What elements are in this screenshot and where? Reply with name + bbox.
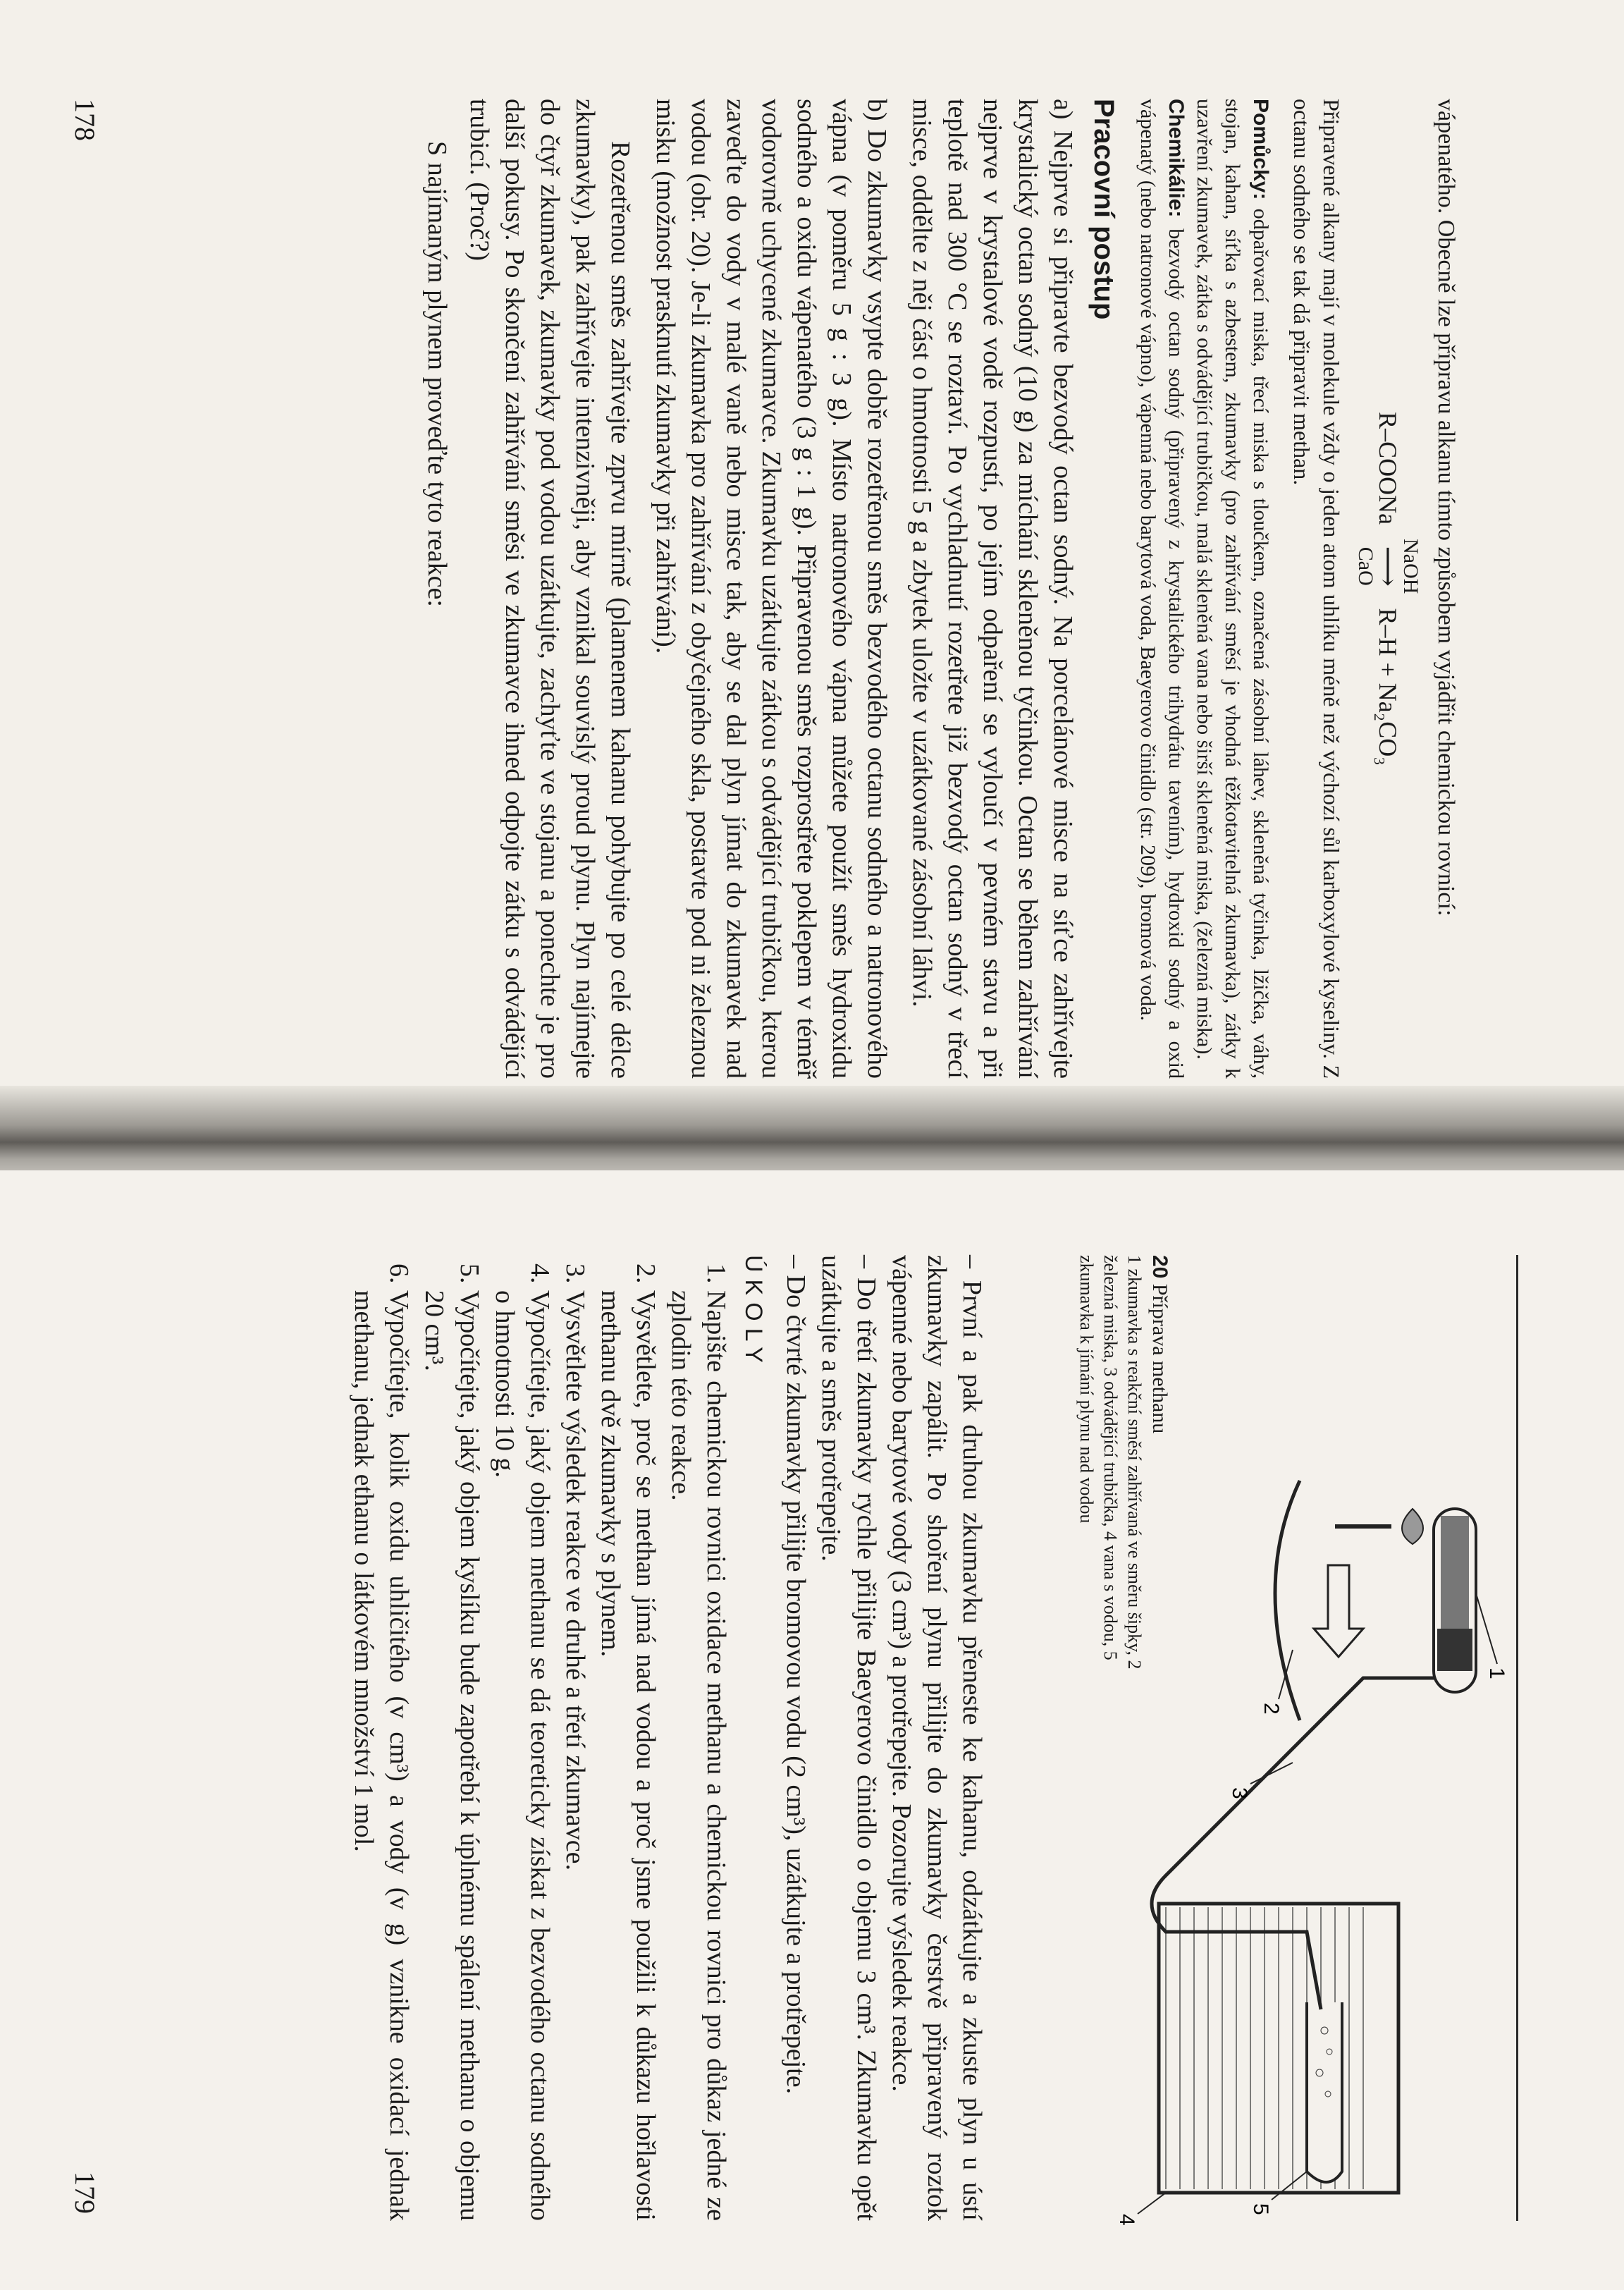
figure-label-2: 2 [1260,1703,1283,1715]
paragraph-c: Rozetřenou směs zahřívejte zprvu mírně (plamenem kahanu pohybujte po celé délce zkumavky), pak zahřívejte intenzivněji, aby vznikal souvislý proud plynu. Plyn najímejte do čtyř zkumavek, zkumavky pod vodou uzátkujte, zachyťte ve stojanu a ponechte je pro další pokusy. Po skončení zahřívání směsi ve zkumavce ihned odpojte zátku s odvádějící trubicí. (Proč?) [465,99,635,1079]
delivery-tube [1152,1678,1455,2009]
figure-label-3: 3 [1228,1787,1251,1799]
right-page-body [346,1255,990,2221]
step-2: – Do třetí zkumavky rychle přilijte Baeyerovo činidlo o objemu 3 cm³. Zkumavku opět uzátkujte a směs protřepejte. [816,1255,881,2221]
figure-title-line [1146,1255,1173,1692]
left-page [0,0,1624,1114]
section-heading: Pracovní postup [1088,99,1119,320]
figure-label-1: 1 [1485,1667,1508,1679]
chemikalie-label: Chemikálie: [1164,99,1188,218]
step-3: – Do čtvrté zkumavky přilijte bromovou vodu (2 cm³), uzátkujte a protřepejte. [781,1255,811,2095]
equation-reactant: R–COONa [1374,412,1402,525]
equation-products: R–H + Na₂CO₃ [1374,608,1402,766]
right-page [0,1170,1624,2290]
chemikalie-paragraph [1133,99,1190,1079]
figure-number: 20 [1148,1255,1171,1279]
arrow-icon: ⟶ [1372,546,1404,587]
tasks-list [346,1255,734,2221]
chemikalie-text: bezvodý octan sodný (připravený z krystalického trihydrátu tavením), hydroxid sodný a oxid vápenatý (nebo natronové vápno), vápenná nebo barytová voda, Baeyerovo činidlo (str. 209), bromová voda. [1136,99,1188,1079]
top-rule [1516,1255,1518,2221]
direction-arrow-icon [1314,1565,1363,1657]
figure-caption [1074,1255,1173,1692]
left-page-content [419,99,1462,1079]
intro-text: vápenatého. Obecně lze přípravu alkanu tímto způsobem vyjádřit chemickou rovnicí: [1433,99,1459,917]
task-4: 4. Vypočítejte, jaký objem methanu se dá teoreticky získat z bezvodého octanu sodného o hmotnosti 10 g. [487,1290,558,2221]
figure-caption-text: 1 zkumavka s reakční směsí zahřívaná ve směru šipky, 2 železná miska, 3 odvádějící trubička, 4 vana s vodou, 5 zkumavka k jímání plynu nad vodou [1076,1255,1145,1670]
figure-label-4: 4 [1115,2214,1138,2226]
task-5: 5. Vypočítejte, jaký objem kyslíku bude zapotřebí k úplnému spálení methanu o objemu 20 cm³. [417,1290,487,2221]
equation-reagent-top: NaOH [1399,539,1422,594]
step-1: – První a pak druhou zkumavku přeneste ke kahanu, odzátkujte a zkuste plyn u ústí zkumavky zapálit. Po shoření plynu přilijte do zkumavky čerstvě připravený roztok vápenné nebo barytové vody (3 cm³) a protřepejte. Pozorujte výsledek reakce. [887,1255,987,2221]
pomucky-text: odpařovací miska, třecí miska s tloučkem, označená zásobní láhev, skleněná tyčinka, lžička, váhy, stojan, kahan, síťka s azbestem, zkumavky (pro zahřívání směsí je vhodná těžkotavitelná zkumavka), zátky k uzavření zkumavek, zátka s odvádějící trubičkou, malá skleněná vana nebo širší skleněná miska, (železná miska). [1193,99,1272,1079]
tasks-heading: ÚKOLY [740,1255,767,1370]
figure-title: Příprava methanu [1148,1283,1171,1434]
task-2: 2. Vysvětlete, proč se methan jímá nad vodou a proč jsme použili k důkazu hořlavosti methanu dvě zkumavky s plynem. [593,1290,663,2221]
equation-reagent-bottom: CaO [1354,546,1377,586]
collecting-tube [1307,2002,1342,2182]
reaction-test-tube [1434,1509,1476,1692]
chemical-equation [1353,99,1422,1079]
iron-dish [1275,1481,1300,1720]
pomucky-label: Pomůcky: [1249,99,1272,200]
after-equation-text: Připravené alkany mají v molekule vždy o jeden atom uhlíku méně než výchozí sůl karboxylové kyseliny. Z octanu sodného se tak dá připravit methan. [1289,99,1344,1079]
task-3: 3. Vysvětlete výsledek reakce ve druhé a třetí zkumavce. [558,1290,593,2221]
task-1: 1. Napište chemickou rovnici oxidace methanu a chemickou rovnici pro důkaz jedné ze zplodin této reakce. [663,1290,734,2221]
task-6: 6. Vypočítejte, kolik oxidu uhličitého (v cm³) a vody (v g) vznikne oxidací jednak methanu, jednak ethanu o látkovém množství 1 mol. [346,1290,417,2221]
figure-label-5: 5 [1249,2203,1272,2215]
equation-arrow [1353,539,1422,594]
paragraph-d: S najímaným plynem proveďte tyto reakce: [422,141,452,607]
pomucky-paragraph [1190,99,1274,1079]
page-number-right: 179 [69,2172,101,2214]
paragraph-a: a) Nejprve si připravte bezvodý octan sodný. Na porcelánové misce na síťce zahřívejte krystalický octan sodný (10 g) za míchání skleněnou tyčinkou. Octan se během zahřívání nejprve v krystalové vodě rozpustí, po jejím odpaření se vyloučí v pevném stavu a při teplotě nad 300 °C se roztaví. Po vychladnutí rozetřete již bezvodý octan sodný v třecí misce, oddělte z něj část o hmotnosti 5 g a zbytek uložte v uzátkované zásobní láhvi. [907,99,1078,1079]
water-vessel [1159,1904,1398,2193]
page-number-left: 178 [69,99,101,141]
paragraph-b: b) Do zkumavky vsypte dobře rozetřenou směs bezvodého octanu sodného a natronového vápna (v poměru 5 g : 3 g). Místo natronového vápna můžete použít směs hydroxidu sodného a oxidu vápenatého (3 g : 1 g). Připravenou směs rozprostřete poklepem v téměř vodorovně uchycené zkumavce. Zkumavku uzátkujte zátkou s odvádějící trubičkou, kterou zaveďte do vody v malé vaně nebo misce tak, aby se dal plyn jímat do zkumavek nad vodou (obr. 20). Je-li zkumavka pro zahřívání z obyčejného skla, postavte pod ni železnou misku (možnost prasknutí zkumavky při zahřívání). [651,99,892,1079]
flame-icon [1402,1509,1423,1544]
